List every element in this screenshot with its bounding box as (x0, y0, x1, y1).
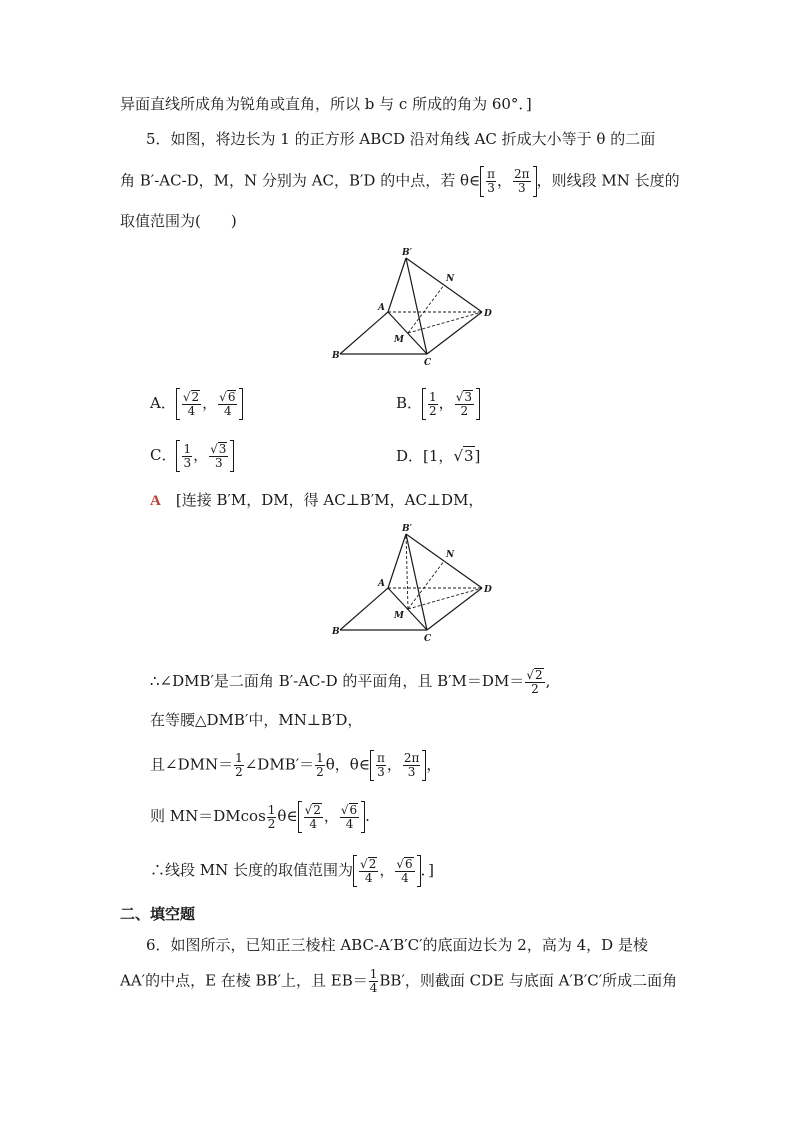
q5-line2 (120, 168, 680, 195)
svg-text:D: D (484, 309, 492, 319)
svg-text:B: B (332, 351, 340, 361)
q5-line2-tail: ，则线段 MN 长度的 (536, 171, 680, 190)
svg-text:N: N (446, 550, 455, 560)
option-a: A． $\frac{√2}{4}$ ， $\frac{√6}{4}$ (150, 390, 243, 418)
svg-text:A: A (378, 303, 385, 313)
figure-solution (326, 520, 506, 650)
q5-line2-text: 角 B′-AC-D，M，N 分别为 AC，B′D 的中点，若 θ∈ (120, 171, 481, 190)
solution-line6: ∴线段 MN 长度的取值范围为 $\frac{√2}{4}$ ， $\frac{√6}{4}$ ．] (150, 857, 434, 885)
solution-line5: 则 MN＝DMcos $\frac{1}{2}$ θ∈ $\frac{√2}{4}$ ， $\frac{√6}{4}$ . (150, 802, 370, 831)
svg-text:N: N (446, 274, 455, 284)
svg-text:C: C (424, 634, 432, 644)
svg-text:M: M (394, 335, 404, 345)
answer-letter: A (150, 493, 161, 509)
option-d: D．[1，√3] (396, 447, 481, 465)
section-heading: 二、填空题 (120, 905, 196, 923)
solution-line4: 且∠DMN＝ $\frac{1}{2}$ ∠DMB′＝ $\frac{1}{2}$ θ，θ∈ $\frac{\pi}{3}$ ， $\frac{2\pi}{3}$ ， (150, 751, 442, 779)
svg-text:A: A (378, 579, 385, 589)
svg-text:B′: B′ (402, 248, 412, 258)
theta-interval: $\frac{\pi}{3}$ ， $\frac{2\pi}{3}$ (480, 168, 536, 195)
svg-text:B′: B′ (402, 524, 412, 534)
svg-text:D: D (484, 585, 492, 595)
svg-text:B: B (332, 627, 340, 637)
option-c: C． $\frac{1}{3}$ ， $\frac{√3}{3}$ (150, 442, 234, 470)
option-b: B． $\frac{1}{2}$ ， $\frac{√3}{2}$ (396, 390, 480, 418)
q5-line3: 取值范围为( ) (120, 212, 237, 230)
svg-text:C: C (424, 358, 432, 368)
solution-line1: A [连接 B′M，DM，得 AC⊥B′M，AC⊥DM， (150, 491, 484, 509)
svg-text:M: M (394, 611, 404, 621)
solution-line3: 在等腰△DMB′中，MN⊥B′D， (150, 711, 363, 729)
solution-line2: ∴∠DMB′是二面角 B′-AC-D 的平面角，且 B′M＝DM＝ $\frac{√2}{2}$ , (150, 668, 551, 696)
q6-line2: AA′的中点，E 在棱 BB′上，且 EB＝ $\frac{1}{4}$ BB′，则截面 CDE 与底面 A′B′C′所成二面角 (120, 967, 678, 995)
intro-line: 异面直线所成角为锐角或直角，所以 b 与 c 所成的角为 60°．] (120, 95, 532, 113)
q6-line1: 6．如图所示，已知正三棱柱 ABC-A′B′C′的底面边长为 2，高为 4，D 是棱 (146, 936, 648, 954)
q5-line1: 5．如图，将边长为 1 的正方形 ABCD 沿对角线 AC 折成大小等于 θ 的二面 (146, 130, 656, 148)
figure-question5 (326, 244, 506, 374)
